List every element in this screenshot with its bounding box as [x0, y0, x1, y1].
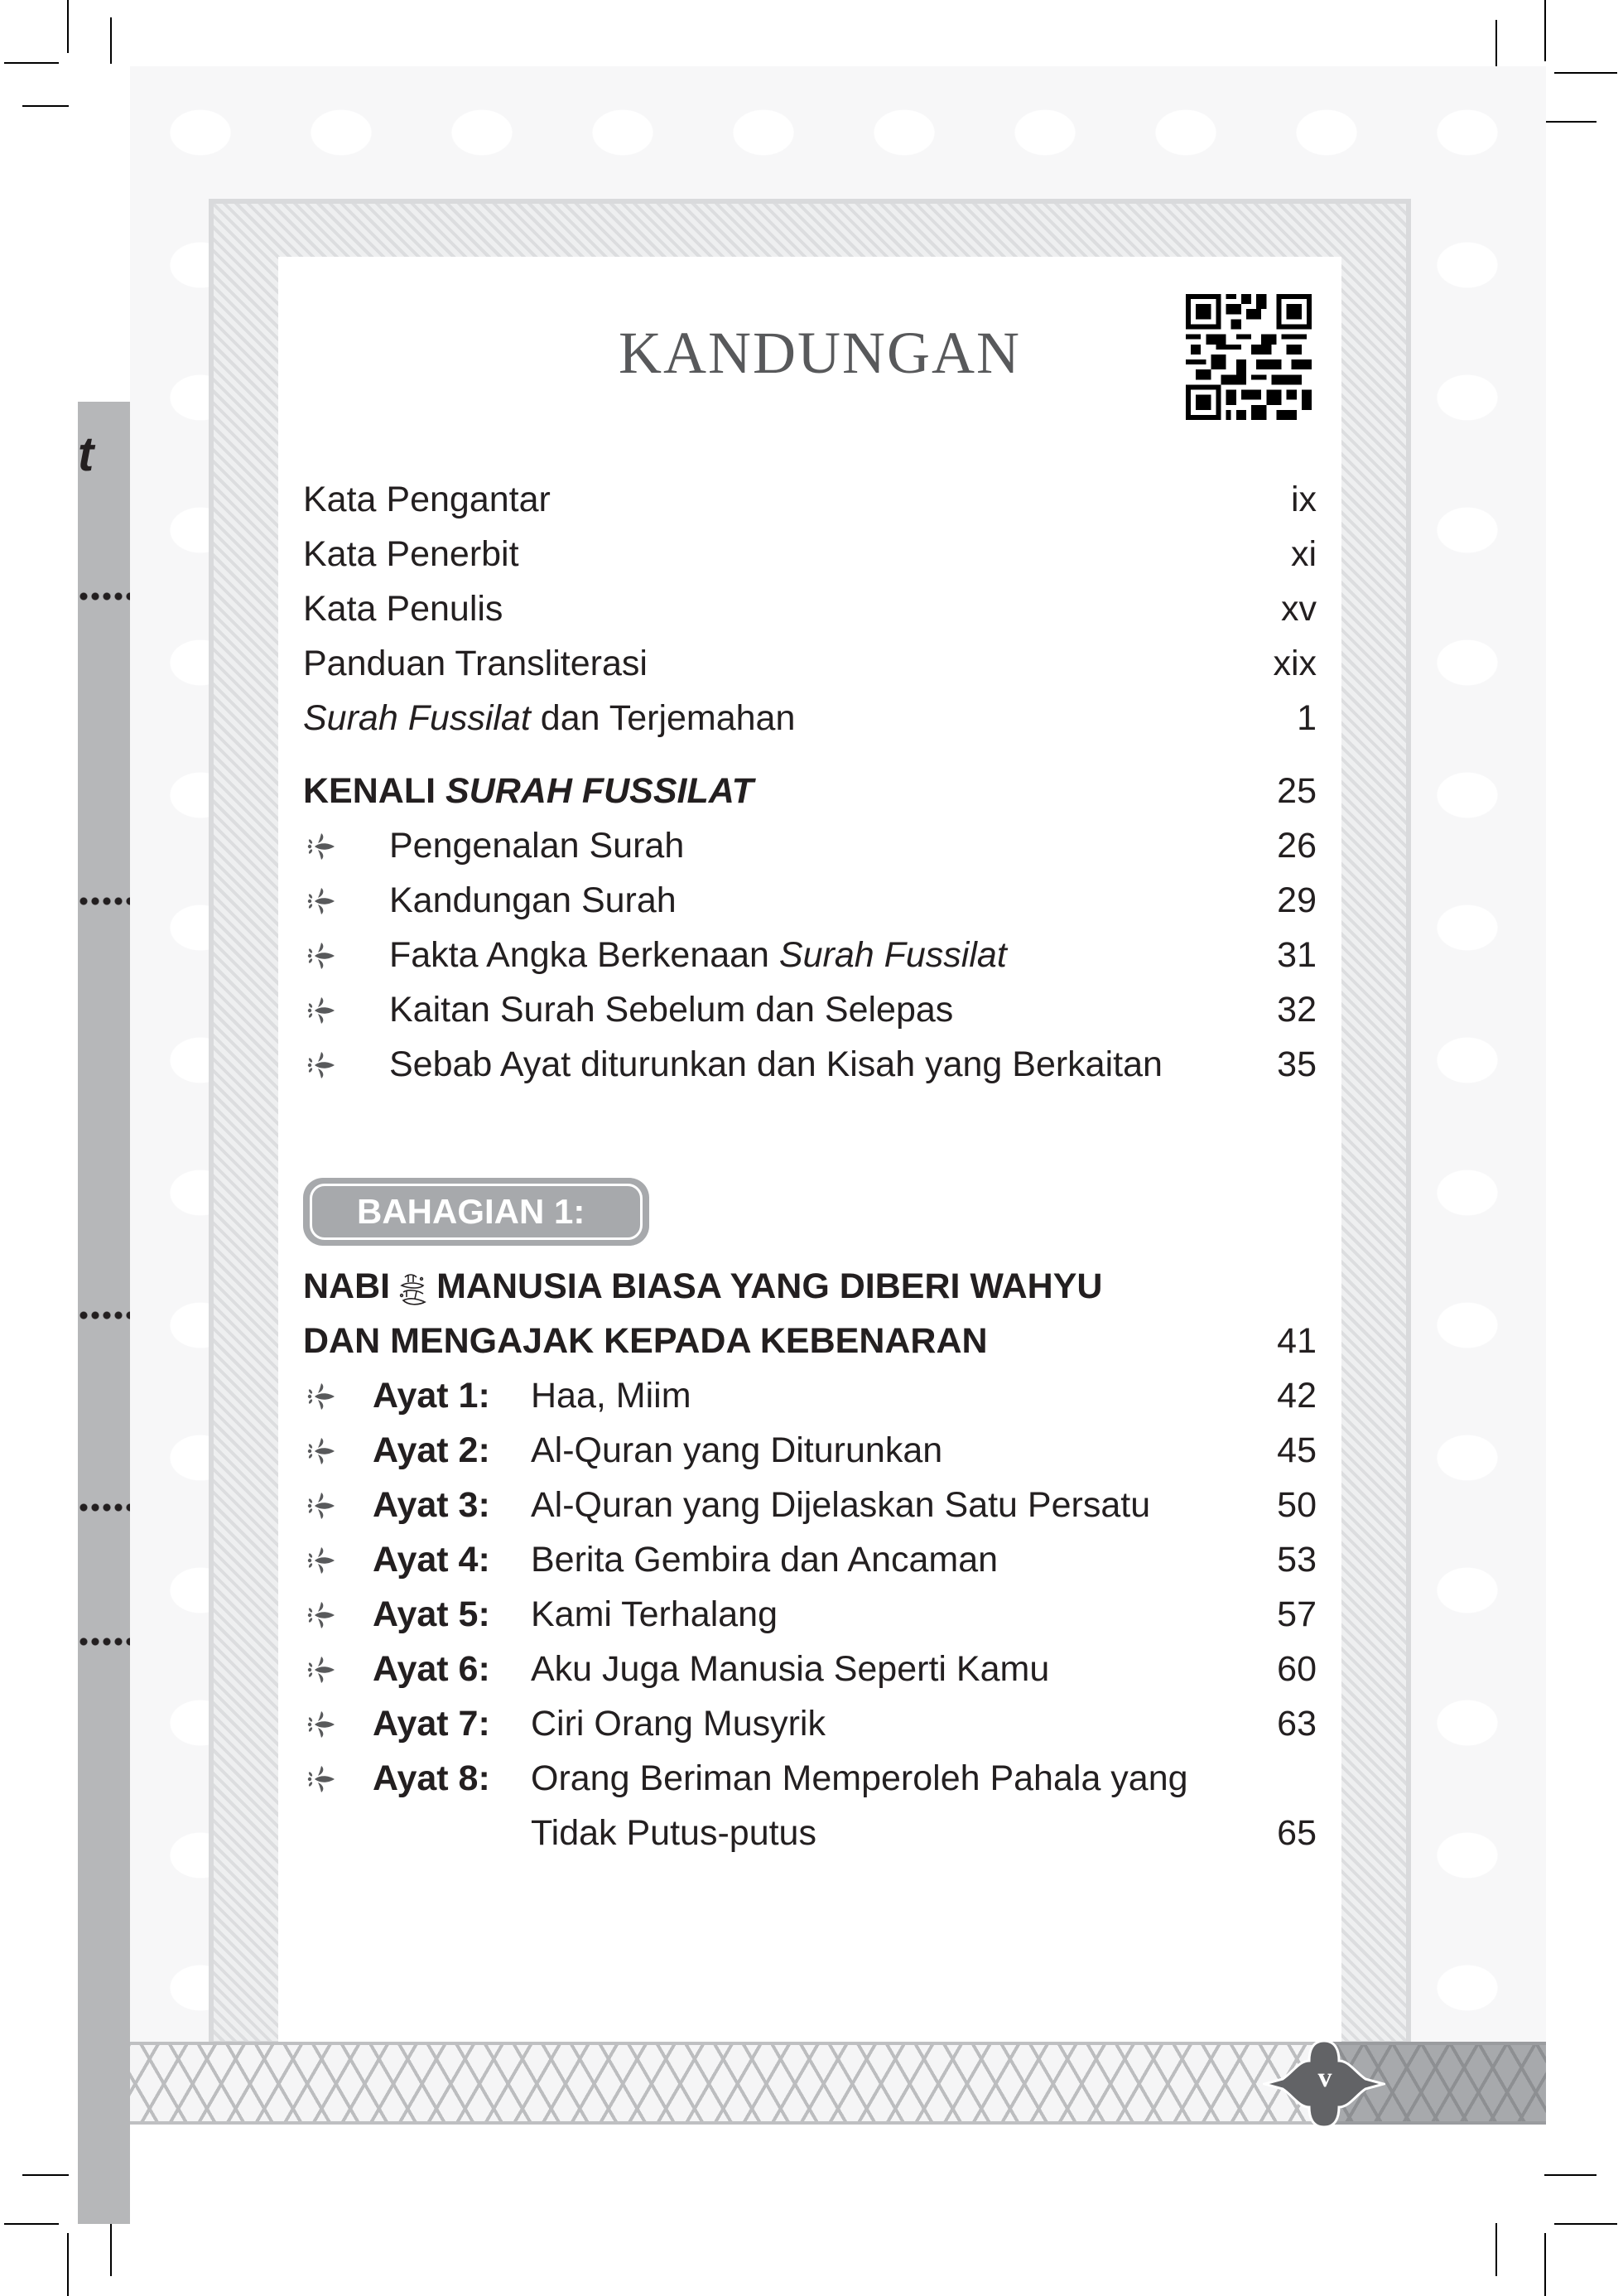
crop-mark — [67, 0, 69, 53]
ayat-number: Ayat 2: — [373, 1430, 490, 1470]
toc-page-number: xix — [1273, 644, 1317, 683]
crop-mark — [1544, 2174, 1597, 2176]
ornament-bullet-icon — [303, 996, 338, 1025]
toc-entry-label: Panduan Transliterasi — [303, 644, 648, 683]
toc-page-number: 41 — [1277, 1321, 1317, 1361]
part-badge-label: BAHAGIAN 1: — [310, 1184, 643, 1240]
toc-entry-label: Kata Penulis — [303, 589, 503, 629]
toc-page-number: ix — [1290, 480, 1317, 519]
toc-ayat-entry[interactable] — [303, 1696, 1317, 1751]
crop-mark — [1495, 2223, 1497, 2276]
toc-subentry[interactable] — [303, 1037, 1317, 1092]
crop-mark — [1554, 72, 1617, 74]
crop-mark — [22, 105, 69, 107]
crop-mark — [1544, 121, 1597, 123]
toc-page-number: 65 — [1277, 1813, 1317, 1853]
toc-entry[interactable] — [303, 691, 1317, 745]
toc-subentry[interactable] — [303, 928, 1317, 982]
toc-ayat-entry[interactable] — [303, 1478, 1317, 1532]
toc-ayat-entry-continuation[interactable] — [303, 1806, 1317, 1860]
toc-page-number: 25 — [1277, 771, 1317, 811]
crop-mark — [1495, 20, 1497, 73]
spine-letter: t — [78, 427, 94, 481]
toc-entry-label: dan Terjemahan — [530, 698, 796, 738]
ayat-number: Ayat 4: — [373, 1540, 490, 1580]
crop-mark — [1544, 2233, 1546, 2296]
toc-entry[interactable] — [303, 581, 1317, 636]
ayat-number: Ayat 6: — [373, 1649, 490, 1689]
spine-dot-leader — [78, 1503, 130, 1512]
ayat-title: Haa, Miim — [531, 1376, 691, 1416]
toc-entry-label: Fakta Angka Berkenaan — [389, 935, 779, 975]
crop-mark — [22, 2174, 69, 2176]
crop-mark — [110, 17, 112, 64]
part-heading-text: MANUSIA BIASA YANG DIBERI WAHYU — [436, 1266, 1103, 1306]
part-badge — [303, 1178, 649, 1246]
toc-ayat-entry[interactable] — [303, 1532, 1317, 1587]
toc-page-number: 26 — [1277, 826, 1317, 866]
toc-entry-label: Kaitan Surah Sebelum dan Selepas — [389, 990, 954, 1030]
toc-entry-label: Kata Penerbit — [303, 534, 519, 574]
ornament-bullet-icon — [303, 1546, 338, 1575]
toc-entry-label: Pengenalan Surah — [389, 826, 685, 866]
ornament-bullet-icon — [303, 1382, 338, 1411]
toc-entry[interactable] — [303, 636, 1317, 691]
crop-mark — [110, 2223, 112, 2276]
toc-part-heading[interactable] — [303, 1314, 1317, 1368]
toc-entry-label-italic: Surah Fussilat — [778, 935, 1007, 975]
page-title: KANDUNGAN — [619, 320, 1021, 386]
salawat-calligraphy-icon — [397, 1271, 430, 1307]
page-number: v — [1317, 2062, 1332, 2093]
toc-ayat-entry[interactable] — [303, 1642, 1317, 1696]
ayat-number: Ayat 3: — [373, 1485, 490, 1525]
ornament-bullet-icon — [303, 1050, 338, 1080]
ornament-bullet-icon — [303, 886, 338, 916]
toc-page-number: 60 — [1277, 1649, 1317, 1689]
ornament-bullet-icon — [303, 832, 338, 861]
toc-page-number: 42 — [1277, 1376, 1317, 1416]
toc-subentry[interactable] — [303, 873, 1317, 928]
toc-page-number: 1 — [1297, 698, 1317, 738]
ayat-number: Ayat 7: — [373, 1704, 490, 1744]
toc-page-number: 45 — [1277, 1430, 1317, 1470]
toc-page-number: xv — [1281, 589, 1317, 629]
ornament-bullet-icon — [303, 1764, 338, 1794]
toc-section-heading[interactable] — [303, 764, 1317, 818]
ornament-bullet-icon — [303, 1655, 338, 1685]
toc-page-number: 29 — [1277, 880, 1317, 920]
toc-ayat-entry[interactable] — [303, 1751, 1317, 1806]
toc-page-number: 31 — [1277, 935, 1317, 975]
ornament-bullet-icon — [303, 941, 338, 971]
ayat-title: Al-Quran yang Dijelaskan Satu Persatu — [531, 1485, 1151, 1525]
toc-subentry[interactable] — [303, 982, 1317, 1037]
ayat-title: Kami Terhalang — [531, 1594, 778, 1634]
toc-page-number: xi — [1290, 534, 1317, 574]
ayat-title: Aku Juga Manusia Seperti Kamu — [531, 1649, 1050, 1689]
toc-page-number: 32 — [1277, 990, 1317, 1030]
toc-entry[interactable] — [303, 527, 1317, 581]
toc-entry-label: Sebab Ayat diturunkan dan Kisah yang Berkaitan — [389, 1044, 1163, 1084]
toc-page-number: 63 — [1277, 1704, 1317, 1744]
ornament-bullet-icon — [303, 1600, 338, 1630]
crop-mark — [4, 62, 59, 64]
toc-page-number: 35 — [1277, 1044, 1317, 1084]
ayat-title: Al-Quran yang Diturunkan — [531, 1430, 943, 1470]
toc-subentry[interactable] — [303, 818, 1317, 873]
toc-part-heading[interactable] — [303, 1259, 1317, 1314]
ayat-title: Ciri Orang Musyrik — [531, 1704, 826, 1744]
crop-mark — [1554, 2223, 1617, 2225]
toc-page-number: 50 — [1277, 1485, 1317, 1525]
ornament-bullet-icon — [303, 1491, 338, 1521]
ayat-number: Ayat 5: — [373, 1594, 490, 1634]
ayat-number: Ayat 1: — [373, 1376, 490, 1416]
spine-dot-leader — [78, 1311, 130, 1319]
section-heading-italic: SURAH FUSSILAT — [445, 771, 754, 811]
ayat-number: Ayat 8: — [373, 1758, 490, 1798]
crop-mark — [1544, 0, 1546, 61]
crop-mark — [67, 2233, 69, 2296]
part-heading-text: DAN MENGAJAK KEPADA KEBENARAN — [303, 1321, 988, 1361]
spine-dot-leader — [78, 592, 130, 601]
toc-entry-label: Kata Pengantar — [303, 480, 551, 519]
ayat-title: Berita Gembira dan Ancaman — [531, 1540, 999, 1580]
toc-page-number: 57 — [1277, 1594, 1317, 1634]
qr-code-icon[interactable] — [1186, 294, 1312, 420]
ornament-bullet-icon — [303, 1436, 338, 1466]
toc-entry-label-italic: Surah Fussilat — [303, 698, 531, 738]
ornament-bullet-icon — [303, 1710, 338, 1739]
toc-entry-label: Kandungan Surah — [389, 880, 677, 920]
toc-page-number: 53 — [1277, 1540, 1317, 1580]
toc-ayat-entry[interactable] — [303, 1423, 1317, 1478]
spine-dot-leader — [78, 897, 130, 905]
section-heading-text: KENALI — [303, 771, 445, 811]
toc-ayat-entry[interactable] — [303, 1587, 1317, 1642]
ayat-title: Tidak Putus-putus — [531, 1813, 816, 1853]
ayat-title: Orang Beriman Memperoleh Pahala yang — [531, 1758, 1188, 1798]
crop-mark — [4, 2223, 59, 2225]
toc-ayat-entry[interactable] — [303, 1368, 1317, 1423]
spine-dot-leader — [78, 1638, 130, 1646]
toc-entry[interactable] — [303, 472, 1317, 527]
part-heading-text: NABI — [303, 1266, 391, 1306]
